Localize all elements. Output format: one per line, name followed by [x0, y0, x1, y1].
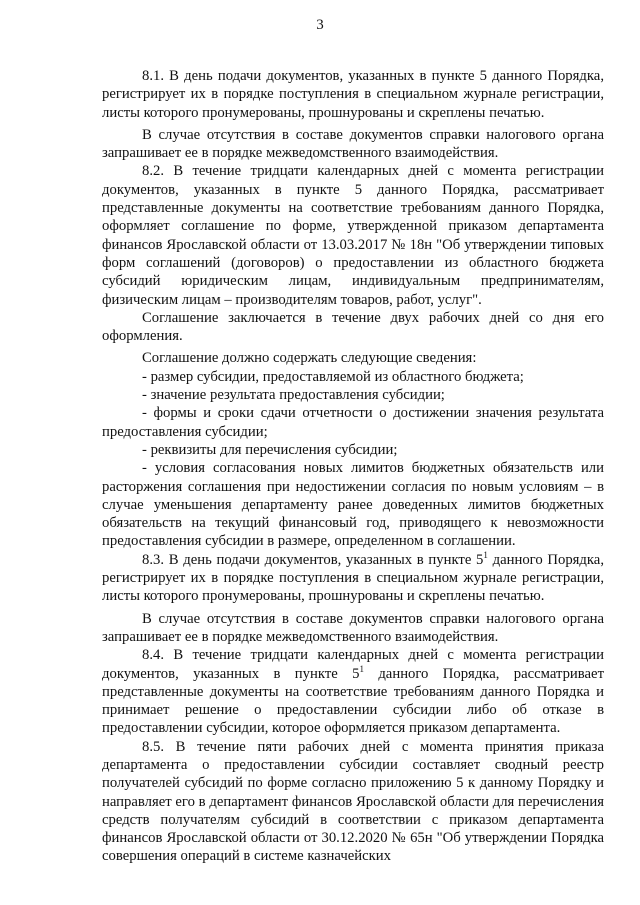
document-body: [102, 67, 604, 866]
paragraph-8-3-start: 8.3. В день подачи документов, указанных в пункте 5: [142, 551, 484, 568]
paragraph-8-5: 8.5. В течение пяти рабочих дней с момента принятия приказа департамента о предоставлении субсидии составляет сводный реестр получателей субсидий по форме согласно приложению 5 к данному Порядку и направляет его в департамент финансов Ярославской области для перечисления средств получателям субсидий в соответствии с приказом департамента финансов Ярославской области от 30.12.2020 № 65н "Об утверждении Порядка совершения операций в системе казначейских: [102, 738, 604, 865]
page-number: 3: [316, 17, 324, 33]
paragraph-8-4-end: данного Порядка, рассматривает представленные документы на соответствие требованиям данного Порядка и принимает решение о предоставлении субсидии либо об отказе в предоставлении субсидии, которое оформляется приказом департамента.: [102, 665, 604, 737]
paragraph-8-4: [102, 646, 604, 737]
paragraph-agreement-term: Соглашение заключается в течение двух рабочих дней со дня его оформления.: [102, 309, 604, 345]
list-item-limits: - условия согласования новых лимитов бюджетных обязательств или расторжения соглашения при недостижении согласия по новым условиям – в случае уменьшения департаменту ранее доведенных лимитов бюджетных обязательств на текущий финансовый год, приводящего к невозможности предоставления субсидии в размере, определенном в соглашении.: [102, 460, 604, 550]
list-item-subsidy-size: - размер субсидии, предоставляемой из областного бюджета;: [142, 368, 524, 385]
paragraph-8-2: 8.2. В течение тридцати календарных дней с момента регистрации документов, указанных в пункте 5 данного Порядка, рассматривает представленные документы на соответствие требованиям данного Порядка, оформляет соглашение по форме, утвержденной приказом департамента финансов Ярославской области от 13.03.2017 № 18н "Об утверждении типовых форм соглашений (договоров) о предоставлении из областного бюджета субсидий юридическим лицам, индивидуальным предпринимателям, физическим лицам – производителям товаров, работ, услуг".: [102, 163, 604, 308]
paragraph-8-1: 8.1. В день подачи документов, указанных в пункте 5 данного Порядка, регистрирует их в порядке поступления в специальном журнале регистрации, листы которого пронумерованы, прошнурованы и скреплены печатью.: [102, 68, 604, 121]
paragraph-8-3-end: данного Порядка, регистрирует их в порядке поступления в специальном журнале регистрации, листы которого пронумерованы, прошнурованы и скреплены печатью.: [102, 551, 604, 605]
paragraph-tax-certificate-2: В случае отсутствия в составе документов справки налогового органа запрашивает ее в порядке межведомственного взаимодействия.: [102, 610, 604, 645]
list-item-reporting: - формы и сроки сдачи отчетности о достижении значения результата предоставления субсидии;: [102, 405, 604, 440]
paragraph-8-4-sup: 1: [359, 663, 364, 674]
paragraph-8-3: [102, 551, 604, 606]
paragraph-8-3-sup: 1: [483, 549, 488, 560]
paragraph-8-4-start: 8.4. В течение тридцати календарных дней с момента регистрации документов, указанных в пункте 5: [102, 647, 604, 682]
paragraph-tax-certificate-1: В случае отсутствия в составе документов справки налогового органа запрашивает ее в порядке межведомственного взаимодействия.: [102, 126, 604, 162]
list-item-result-value: - значение результата предоставления субсидии;: [142, 387, 445, 404]
list-item-requisites: - реквизиты для перечисления субсидии;: [142, 441, 398, 458]
paragraph-agreement-contents: Соглашение должно содержать следующие сведения:: [142, 350, 477, 367]
